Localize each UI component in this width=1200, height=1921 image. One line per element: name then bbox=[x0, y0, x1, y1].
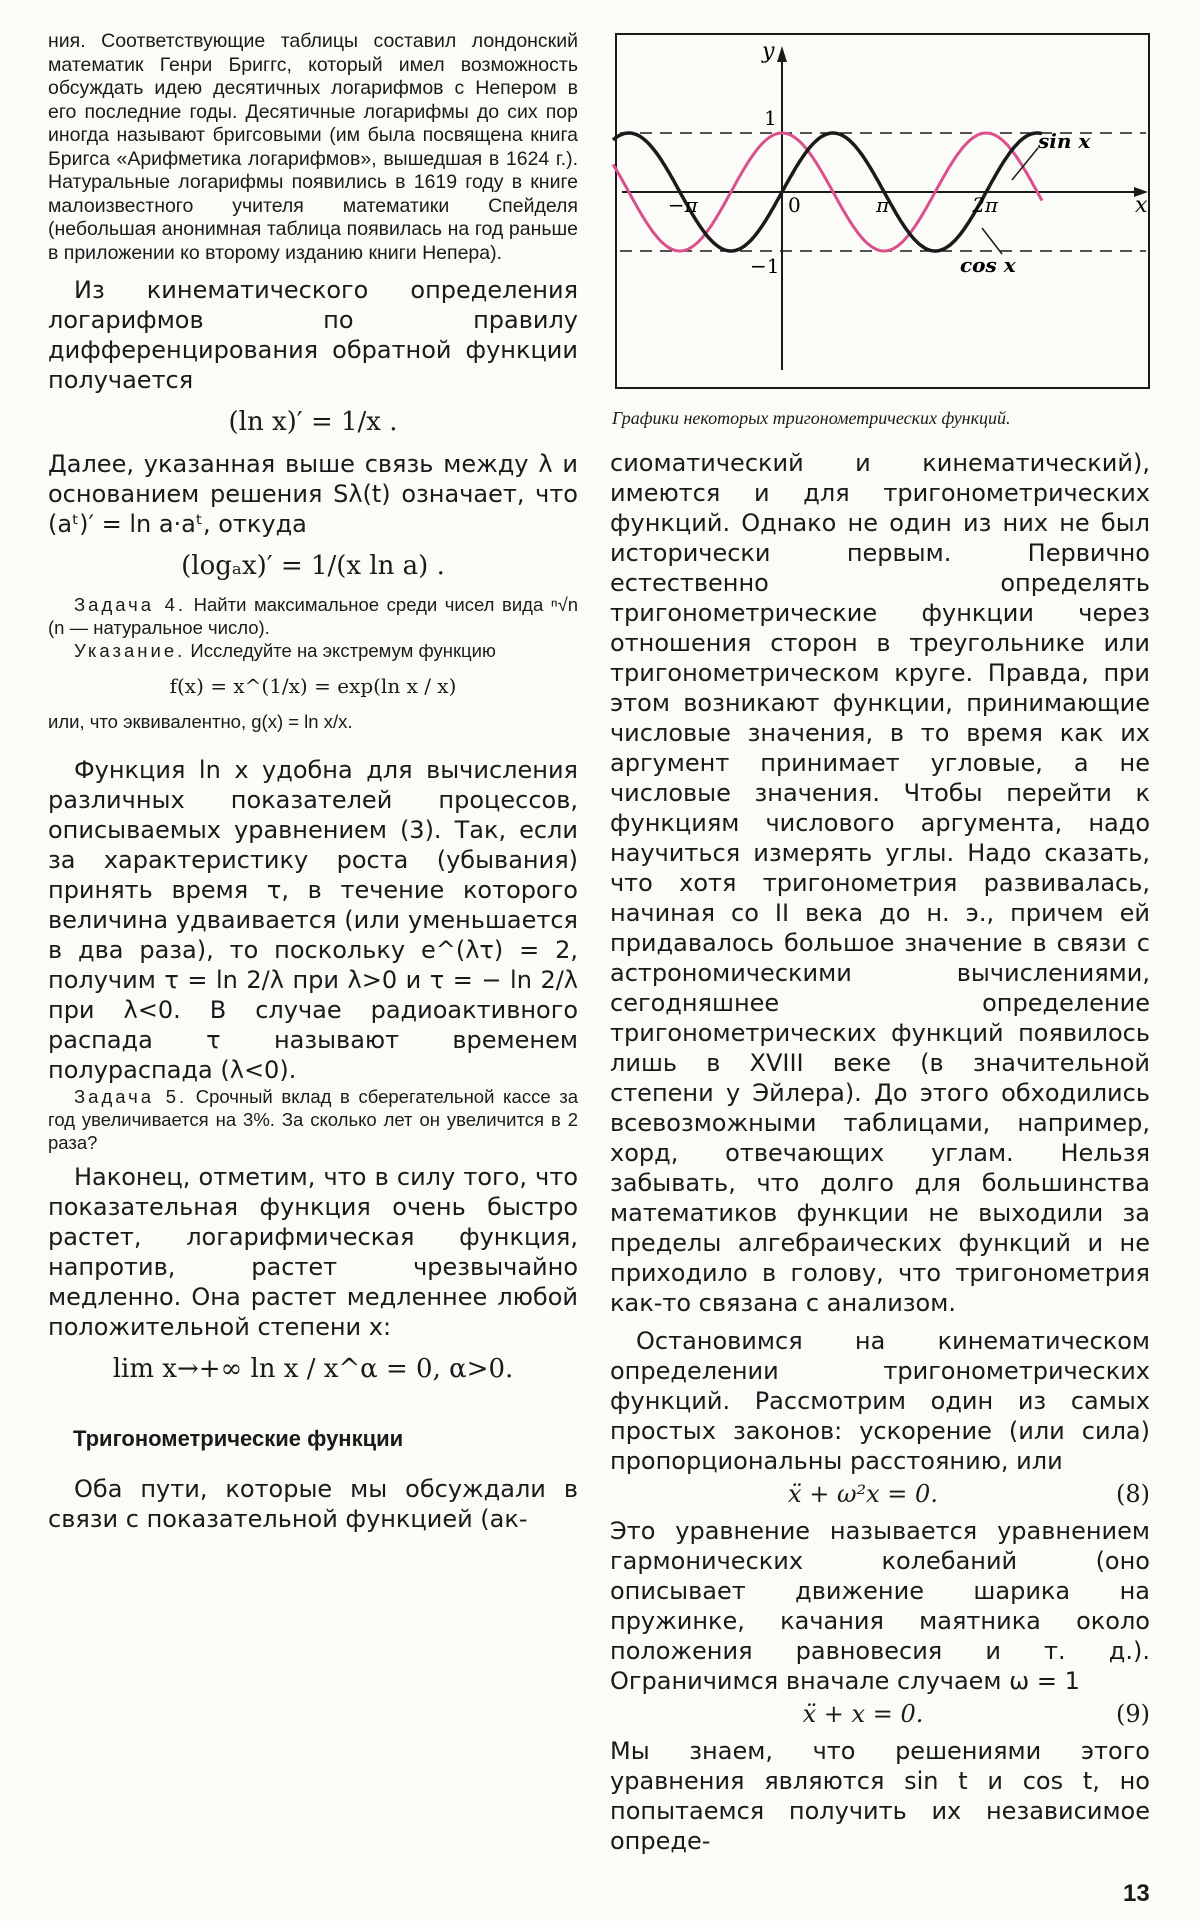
figure-caption: Графики некоторых тригонометрических функций. bbox=[612, 408, 1011, 428]
right-paragraph-1: сиоматический и кинематический), имеются и для тригонометрических функций. Однако не один из них не был исторически первым. Первично естественно определять тригонометрические функции через отношения сторон в треугольнике или тригонометрическом круге. Правда, при этом возникают функции, принимающие числовые значения, в то время как их аргумент принимает угловые, а не числовые значения. Чтобы перейти к функциям числового аргумента, надо научиться измерять углы. Надо сказать, что хотя тригонометрия развивалась, начиная со II века до н. э., причем ей придавалось большое значение в связи с астрономическими вычислениями, сегодняшнее определение тригонометрических функций появилось лишь в XVIII веке (в значительной степени у Эйлера). До этого обходились всевозможными таблицами, например, хорд, отвечающих углам. Нельзя забывать, что долго для большинства математиков функции не выходили за пределы алгебраических функций и не приходило в голову, что тригонометрия как-то связана с анализом. bbox=[610, 449, 1150, 1317]
right-paragraph-2: Остановимся на кинематическом определении тригонометрических функций. Рассмотрим один из самых простых законов: ускорение (или сила) пропорциональны расстоянию, или bbox=[610, 1327, 1150, 1475]
equation-8-body: ẍ + ω²x = 0. bbox=[788, 1480, 938, 1508]
left-column bbox=[48, 30, 578, 1534]
page-number: 13 bbox=[1123, 1880, 1150, 1907]
task-4 bbox=[48, 593, 578, 639]
hint-continuation: или, что эквивалентно, g(x) = ln x/x. bbox=[48, 711, 353, 732]
y-axis-label: y bbox=[762, 39, 775, 64]
equation-8 bbox=[610, 1480, 1150, 1508]
left-paragraph-2: Из кинематического определения логарифмов по правилу дифференцирования обратной функции получается bbox=[48, 276, 578, 394]
legend-cos: cos x bbox=[960, 253, 1016, 277]
equation-9-body: ẍ + x = 0. bbox=[802, 1700, 924, 1728]
equation-9-number: (9) bbox=[1116, 1700, 1150, 1728]
tick-label-minus-pi: −π bbox=[667, 193, 698, 217]
task-5-text: Срочный вклад в сберегательной кассе за год увеличивается на 3%. За сколько лет он увеличится в 2 раза? bbox=[48, 1086, 579, 1153]
left-paragraph-6: Оба пути, которые мы обсуждали в связи с показательной функцией (ак- bbox=[48, 1475, 578, 1533]
equation-8-number: (8) bbox=[1116, 1480, 1150, 1508]
right-paragraph-3: Это уравнение называется уравнением гармонических колебаний (оно описывает движение шарика на пружинке, качания маятника около положения равновесия и т. д.). Ограничимся вначале случаем ω = 1 bbox=[610, 1517, 1150, 1695]
hint-text: Исследуйте на экстремум функцию bbox=[190, 640, 496, 661]
x-axis-label: x bbox=[1135, 193, 1148, 218]
y-axis-arrow bbox=[777, 46, 787, 62]
hint bbox=[48, 639, 578, 662]
task-5 bbox=[48, 1085, 578, 1154]
formula-limit: lim x→+∞ ln x / x^α = 0, α>0. bbox=[112, 1354, 514, 1384]
tick-label-pi: π bbox=[876, 193, 890, 217]
task-5-label: Задача 5. bbox=[74, 1086, 188, 1107]
right-paragraph-4: Мы знаем, что решениями этого уравнения являются sin t и cos t, но попытаемся получить их независимое опреде- bbox=[610, 1737, 1150, 1855]
formula-ln-derivative: (ln x)′ = 1/x . bbox=[228, 407, 398, 437]
section-heading: Тригонометрические функции bbox=[73, 1426, 404, 1451]
task-4-text: Найти максимальное среди чисел вида ⁿ√n (n — натуральное число). bbox=[48, 594, 579, 638]
formula-f-x: f(x) = x^(1/x) = exp(ln x / x) bbox=[169, 674, 457, 698]
legend-sin: sin x bbox=[1038, 129, 1091, 153]
left-paragraph-3: Далее, указанная выше связь между λ и основанием решения Sλ(t) означает, что (aᵗ)′ = ln a·aᵗ, откуда bbox=[48, 450, 578, 538]
task-4-label: Задача 4. bbox=[74, 594, 187, 615]
tick-label-minus-one: −1 bbox=[750, 254, 780, 278]
left-paragraph-5: Наконец, отметим, что в силу того, что показательная функция очень быстро растет, логарифмическая функция, напротив, растет чрезвычайно медленно. Она растет медленнее любой положительной степени x: bbox=[48, 1163, 578, 1341]
left-paragraph-1: ния. Соответствующие таблицы составил лондонский математик Генри Бриггс, который имел возможность обсуждать идею десятичных логарифмов с Непером в его последние годы. Десятичные логарифмы до сих пор иногда называют бригсовыми (им была посвящена книга Бригса «Арифметика логарифмов», вышедшая в 1624 г.). Натуральные логарифмы появились в 1619 году в книге малоизвестного учителя математики Спейделя (небольшая анонимная таблица появилась на год раньше в приложении ко второму изданию книги Непера). bbox=[48, 30, 578, 264]
tick-label-zero: 0 bbox=[788, 193, 801, 217]
left-paragraph-4: Функция ln x удобна для вычисления различных показателей процессов, описываемых уравнением (3). Так, если за характеристику роста (убывания) принять время τ, в течение которого величина удваивается (или уменьшается в два раза), то поскольку e^(λτ) = 2, получим τ = ln 2/λ при λ>0 и τ = − ln 2/λ при λ<0. В случае радиоактивного распада τ называют временем полураспада (λ<0). bbox=[48, 756, 578, 1084]
sin-leader-line bbox=[1012, 148, 1038, 180]
right-column bbox=[610, 448, 1150, 1856]
formula-log-derivative: (logₐx)′ = 1/(x ln a) . bbox=[181, 551, 445, 581]
trig-graph bbox=[610, 30, 1155, 392]
cos-leader-line bbox=[982, 228, 1002, 254]
tick-label-one: 1 bbox=[764, 106, 777, 130]
hint-label: Указание. bbox=[74, 640, 186, 661]
equation-9 bbox=[610, 1700, 1150, 1728]
tick-label-two-pi: 2π bbox=[972, 193, 999, 217]
